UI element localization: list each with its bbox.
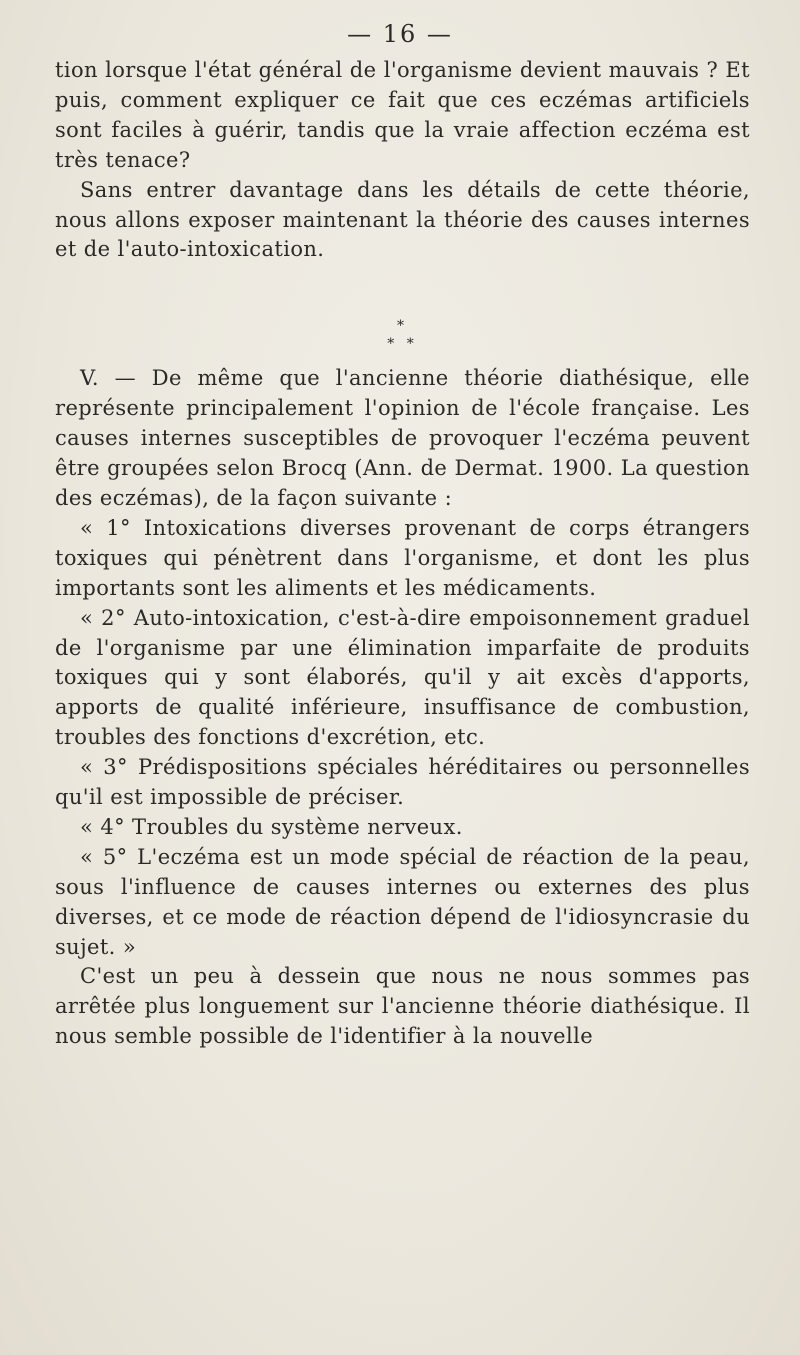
section-separator: [55, 317, 750, 353]
paragraph-closing: C'est un peu à dessein que nous ne nous sommes pas arrêtée plus longuement sur l'ancienne théorie diathésique. Il nous semble possible de l'identifier à la nouvelle: [55, 964, 750, 1049]
paragraph: Sans entrer davantage dans les détails de cette théorie, nous allons exposer maintenant la théorie des causes internes et de l'auto-intoxication.: [55, 177, 750, 262]
page-body: [55, 56, 750, 1052]
quote-item-1: « 1° Intoxications diverses provenant de corps étrangers toxiques qui pénètrent dans l'organisme, et dont les plus importants sont les aliments et les médicaments.: [55, 515, 750, 600]
paragraph-continuation: tion lorsque l'état général de l'organisme devient mauvais ? Et puis, comment expliquer ce fait que ces eczémas artificiels sont faciles à guérir, tandis que la vraie affection eczéma est très tenace?: [55, 58, 750, 172]
quote-item-5: « 5° L'eczéma est un mode spécial de réaction de la peau, sous l'influence de causes internes ou externes des plus diverses, et ce mode de réaction dépend de l'idiosyncrasie du sujet. »: [55, 844, 750, 959]
quote-item-4: « 4° Troubles du système nerveux.: [80, 814, 463, 839]
section-v-paragraph: V. — De même que l'ancienne théorie diathésique, elle représente principalement l'opinion de l'école française. Les causes internes susceptibles de provoquer l'eczéma peuvent être groupées selon Brocq (Ann. de Dermat. 1900. La question des eczémas), de la façon suivante :: [55, 366, 750, 510]
quote-item-3: « 3° Prédispositions spéciales héréditaires ou personnelles qu'il est impossible de préciser.: [55, 755, 750, 810]
quote-item-2: « 2° Auto-intoxication, c'est-à-dire empoisonnement graduel de l'organisme par une élimination imparfaite de produits toxiques qui y sont élaborés, qu'il y ait excès d'apports, apports de qualité inférieure, insuffisance de combustion, troubles des fonctions d'excrétion, etc.: [55, 605, 750, 750]
page-number: — 16 —: [347, 20, 453, 48]
asterisk-pair: * *: [387, 336, 418, 353]
asterisk-top: *: [397, 318, 408, 335]
